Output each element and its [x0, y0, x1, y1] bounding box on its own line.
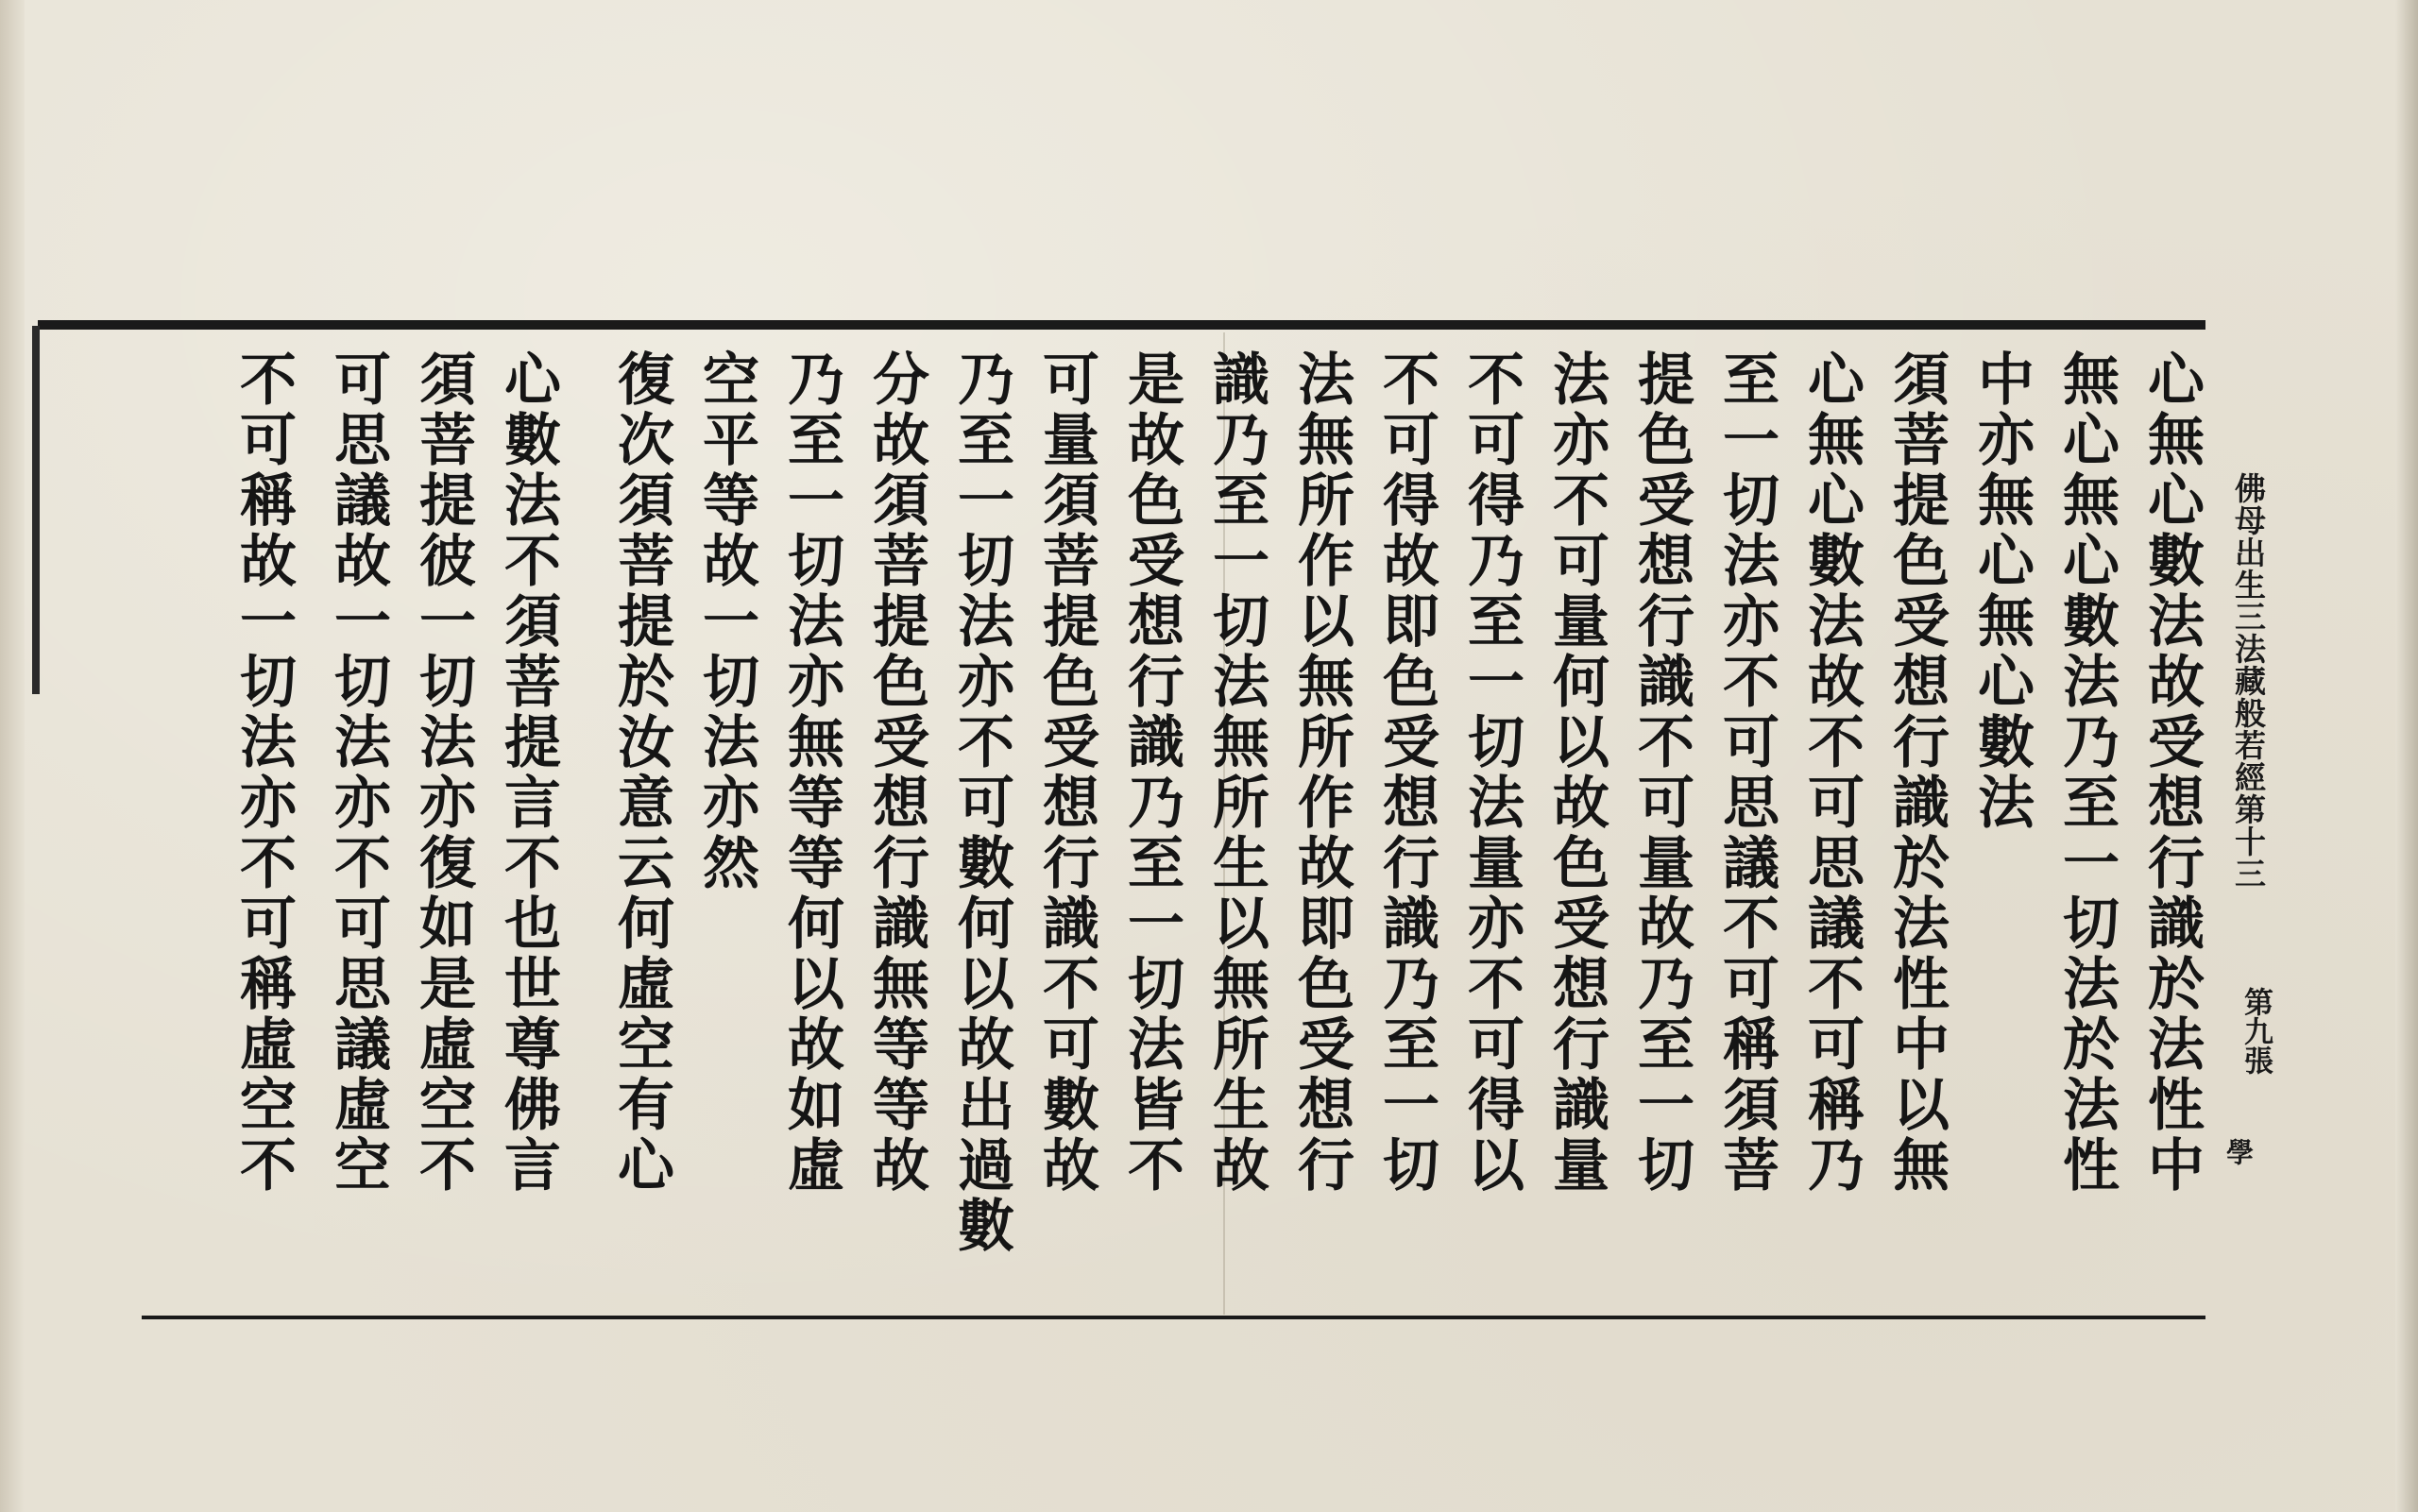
carver-mark: 學 — [2222, 1138, 2255, 1165]
text-column: 可思議故一切法亦不可思議虛空 — [325, 349, 391, 1196]
text-column: 識乃至一切法無所生以無所生故 — [1203, 349, 1269, 1196]
text-column: 心數法不須菩提言不也世尊佛言 — [495, 349, 561, 1196]
text-column: 心無心數法故不可思議不可稱乃 — [1798, 349, 1865, 1196]
frame-top-rule — [38, 320, 2205, 330]
text-column: 可量須菩提色受想行識不可數故 — [1033, 349, 1099, 1196]
text-column: 分故須菩提色受想行識無等等故 — [863, 349, 929, 1196]
page-left-edge — [0, 0, 25, 1512]
sutra-title-heading: 佛母出生三法藏般若經第十三 — [2230, 472, 2267, 890]
text-column: 須菩提彼一切法亦復如是虛空不 — [410, 349, 476, 1196]
text-column: 復次須菩提於汝意云何虛空有心 — [608, 349, 674, 1196]
text-column: 乃至一切法亦不可數何以故出過數 — [948, 349, 1014, 1256]
leaf-number: 第九張 — [2239, 987, 2273, 1075]
frame-left-rule — [32, 326, 40, 694]
text-column: 不可稱故一切法亦不可稱虛空不 — [230, 349, 297, 1196]
text-column: 須菩提色受想行識於法性中以無 — [1883, 349, 1950, 1196]
text-column: 心無心數法故受想行識於法性中 — [2138, 349, 2205, 1196]
text-column: 不可得乃至一切法量亦不可得以 — [1458, 349, 1524, 1196]
text-column: 法無所作以無所作故即色受想行 — [1288, 349, 1354, 1196]
text-column: 至一切法亦不可思議不可稱須菩 — [1713, 349, 1779, 1196]
text-column: 法亦不可量何以故色受想行識量 — [1543, 349, 1609, 1196]
text-column: 中亦無心無心數法 — [1968, 349, 2035, 833]
text-column: 空平等故一切法亦然 — [693, 349, 759, 893]
text-column: 是故色受想行識乃至一切法皆不 — [1118, 349, 1184, 1196]
text-column: 不可得故即色受想行識乃至一切 — [1373, 349, 1439, 1196]
text-column: 無心無心數法乃至一切法於法性 — [2053, 349, 2120, 1196]
frame-bottom-rule — [142, 1316, 2205, 1319]
text-column: 乃至一切法亦無等等何以故如虛 — [778, 349, 844, 1196]
text-block — [104, 349, 2205, 1308]
text-column: 提色受想行識不可量故乃至一切 — [1628, 349, 1694, 1196]
page-right-edge — [2395, 0, 2418, 1512]
